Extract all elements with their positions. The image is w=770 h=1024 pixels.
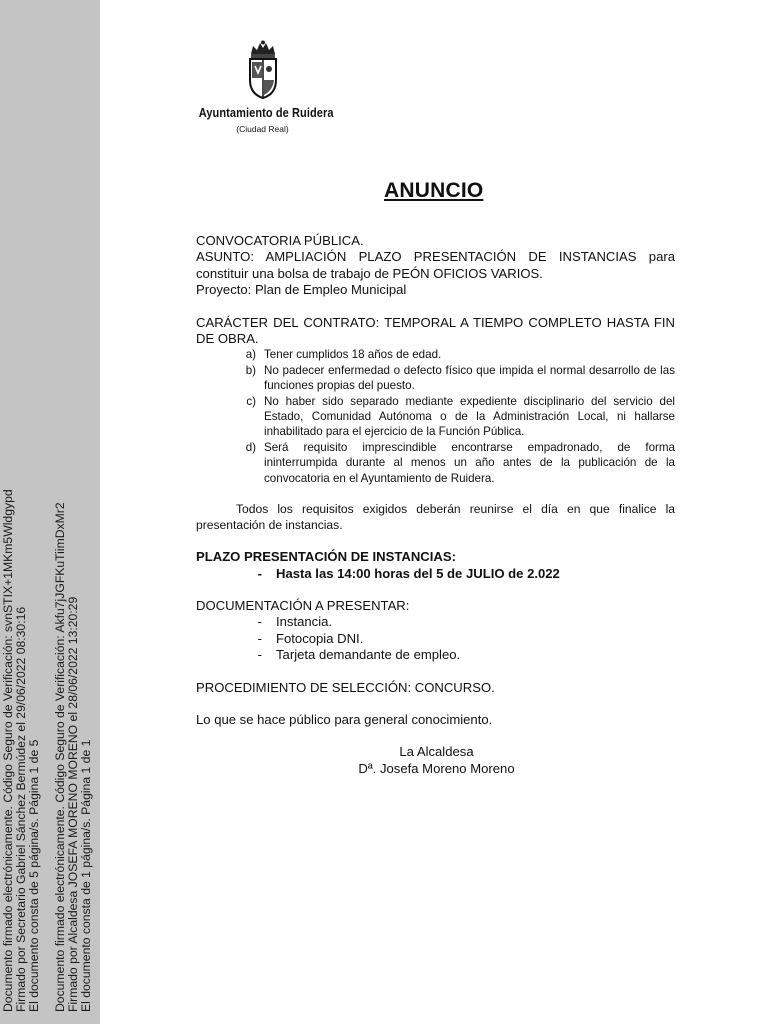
page-title: ANUNCIO: [384, 179, 484, 202]
item-text: No padecer enfermedad o defecto físico que impida el normal desarrollo de las funciones propias del puesto.: [264, 363, 675, 393]
signature-sidebar: [0, 0, 100, 1024]
org-name: Ayuntamiento de Ruidera: [198, 106, 334, 120]
signature-block: [198, 744, 675, 777]
item-letter: c): [246, 394, 256, 408]
contrato-paragraph: CARÁCTER DEL CONTRATO: TEMPORAL A TIEMPO COMPLETO HASTA FIN DE OBRA.: [196, 314, 675, 347]
signer-title: La Alcaldesa: [399, 744, 474, 760]
item-letter: d): [245, 440, 256, 454]
signer-name: Dª. Josefa Moreno Moreno: [358, 760, 515, 776]
item-text: Tener cumplidos 18 años de edad.: [264, 348, 442, 362]
municipal-logo: [190, 40, 335, 134]
list-item: [196, 347, 675, 362]
list-item: [196, 647, 675, 663]
requisitos-list: [196, 347, 675, 486]
item-letter: a): [245, 348, 256, 362]
item-text: Fotocopia DNI.: [276, 630, 364, 646]
stamp-line: Firmado por Alcaldesa JOSEFA MORENO MORENO el 28/06/2022 13:20:29: [66, 596, 81, 1012]
list-item: [196, 394, 675, 440]
list-item: [196, 363, 675, 394]
stamp-line: El documento consta de 5 página/s. Página 1 de 5: [27, 739, 42, 1012]
publico-line: Lo que se hace público para general conocimiento.: [196, 711, 493, 727]
bullet-dash: -: [257, 647, 262, 663]
list-item: [196, 631, 675, 647]
item-text: Instancia.: [276, 614, 333, 630]
requisitos-note: Todos los requisitos exigidos deberán reunirse el día en que finalice la presentación de instancias.: [196, 502, 675, 532]
asunto-paragraph: ASUNTO: AMPLIACIÓN PLAZO PRESENTACIÓN DE INSTANCIAS para constituir una bolsa de trabajo de PEÓN OFICIOS VARIOS.: [196, 249, 675, 281]
stamp-line: Documento firmado electrónicamente. Código Seguro de Verificación: Akfu7jJGFKuTiimDxMr2: [53, 502, 67, 1012]
list-item: [196, 566, 675, 582]
announcement-body: [196, 233, 675, 777]
bullet-dash: -: [257, 614, 262, 630]
plazo-heading: PLAZO PRESENTACIÓN DE INSTANCIAS:: [196, 549, 456, 565]
plazo-deadline: Hasta las 14:00 horas del 5 de JULIO de 2.022: [276, 565, 560, 581]
stamp-line: Firmado por Secretario Gabriel Sánchez Bermúdez el 29/06/2022 08:30:16: [14, 606, 29, 1012]
item-text: Tarjeta demandante de empleo.: [276, 647, 461, 663]
bullet-dash: -: [257, 565, 262, 581]
stamp-line: El documento consta de 1 página/s. Página 1 de 1: [79, 739, 94, 1012]
item-text: No haber sido separado mediante expediente disciplinario del servicio del Estado, Comunidad Autónoma o de la Administración Local, ni hallarse inhabilitado para el ejercicio de la Función Pública.: [264, 394, 675, 439]
list-item: [196, 614, 675, 630]
plazo-list: [196, 566, 675, 582]
coat-of-arms-icon: [243, 40, 283, 100]
list-item: [196, 440, 675, 486]
bullet-dash: -: [257, 630, 262, 646]
item-text: Será requisito imprescindible encontrarse empadronado, de forma ininterrumpida durante al menos un año antes de la publicación de la convocatoria en el Ayuntamiento de Ruidera.: [264, 440, 675, 485]
documentacion-heading: DOCUMENTACIÓN A PRESENTAR:: [196, 597, 410, 613]
item-letter: b): [245, 363, 256, 377]
documentacion-list: [196, 614, 675, 663]
org-subtitle: (Ciudad Real): [236, 124, 289, 134]
stamp-line: Documento firmado electrónicamente. Código Seguro de Verificación: svnSTIX+1MKm5Wldgypd: [1, 489, 15, 1012]
procedimiento-line: PROCEDIMIENTO DE SELECCIÓN: CONCURSO.: [196, 679, 495, 695]
convocatoria-line: CONVOCATORIA PÚBLICA.: [196, 233, 364, 248]
proyecto-line: Proyecto: Plan de Empleo Municipal: [196, 282, 407, 298]
